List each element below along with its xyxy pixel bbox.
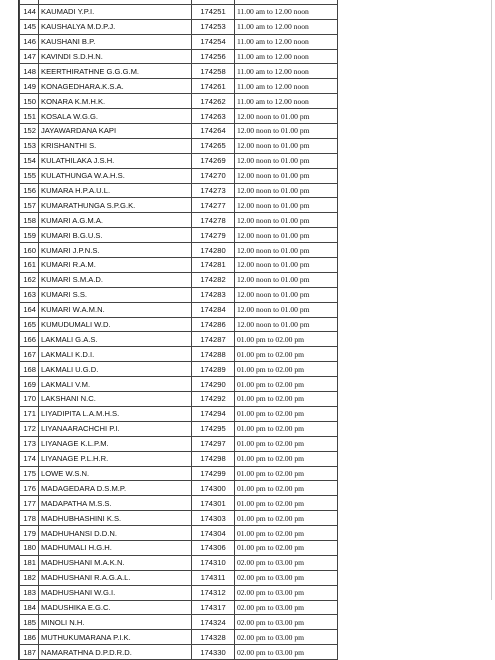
row-number: 162	[20, 272, 39, 287]
student-name: NAMARATHNA D.P.D.R.D.	[39, 645, 192, 660]
table-row	[20, 332, 338, 347]
time-slot: 12.00 noon to 01.00 pm	[235, 138, 338, 153]
time-slot: 02.00 pm to 03.00 pm	[235, 585, 338, 600]
time-slot: 12.00 noon to 01.00 pm	[235, 317, 338, 332]
table-row	[20, 436, 338, 451]
time-slot: 12.00 noon to 01.00 pm	[235, 243, 338, 258]
table-row	[20, 526, 338, 541]
index-number: 174283	[192, 287, 235, 302]
time-slot: 11.00 am to 12.00 noon	[235, 19, 338, 34]
row-number: 156	[20, 183, 39, 198]
time-slot: 12.00 noon to 01.00 pm	[235, 109, 338, 124]
table-row	[20, 94, 338, 109]
table-row	[20, 302, 338, 317]
student-name: KONARA K.M.H.K.	[39, 94, 192, 109]
time-slot: 12.00 noon to 01.00 pm	[235, 287, 338, 302]
index-number: 174317	[192, 600, 235, 615]
index-number: 174282	[192, 272, 235, 287]
index-number: 174306	[192, 540, 235, 555]
index-number: 174304	[192, 526, 235, 541]
time-slot: 01.00 pm to 02.00 pm	[235, 377, 338, 392]
time-slot: 12.00 noon to 01.00 pm	[235, 302, 338, 317]
index-number: 174328	[192, 630, 235, 645]
student-name: LIYADIPITA L.A.M.H.S.	[39, 406, 192, 421]
table-row	[20, 228, 338, 243]
row-number: 176	[20, 481, 39, 496]
row-number: 149	[20, 79, 39, 94]
index-number: 174273	[192, 183, 235, 198]
student-name: KUMARI A.G.M.A.	[39, 213, 192, 228]
row-number: 148	[20, 64, 39, 79]
time-slot: 02.00 pm to 03.00 pm	[235, 555, 338, 570]
table-row	[20, 34, 338, 49]
index-number: 174281	[192, 258, 235, 273]
table-row	[20, 511, 338, 526]
time-slot: 12.00 noon to 01.00 pm	[235, 124, 338, 139]
table-row	[20, 64, 338, 79]
table-row	[20, 540, 338, 555]
time-slot: 12.00 noon to 01.00 pm	[235, 198, 338, 213]
table-row	[20, 466, 338, 481]
table-row	[20, 317, 338, 332]
index-number: 174299	[192, 466, 235, 481]
table-row	[20, 213, 338, 228]
index-number: 174300	[192, 481, 235, 496]
index-number: 174290	[192, 377, 235, 392]
time-slot: 01.00 pm to 02.00 pm	[235, 332, 338, 347]
index-number: 174258	[192, 64, 235, 79]
row-number: 167	[20, 347, 39, 362]
time-slot: 01.00 pm to 02.00 pm	[235, 436, 338, 451]
index-number: 174279	[192, 228, 235, 243]
row-number: 161	[20, 258, 39, 273]
student-name: MADHUBHASHINI K.S.	[39, 511, 192, 526]
student-name: KOSALA W.G.G.	[39, 109, 192, 124]
index-number: 174254	[192, 34, 235, 49]
student-name: LAKMALI V.M.	[39, 377, 192, 392]
student-name: KUMARA H.P.A.U.L.	[39, 183, 192, 198]
row-number: 174	[20, 451, 39, 466]
time-slot: 01.00 pm to 02.00 pm	[235, 451, 338, 466]
index-number: 174287	[192, 332, 235, 347]
row-number: 159	[20, 228, 39, 243]
index-number: 174297	[192, 436, 235, 451]
student-name: MINOLI N.H.	[39, 615, 192, 630]
student-name: MADHUSHANI R.A.G.A.L.	[39, 570, 192, 585]
table-row	[20, 600, 338, 615]
index-number: 174253	[192, 19, 235, 34]
row-number: 150	[20, 94, 39, 109]
row-number: 184	[20, 600, 39, 615]
student-name: KULATHUNGA W.A.H.S.	[39, 168, 192, 183]
table-row	[20, 377, 338, 392]
index-number: 174310	[192, 555, 235, 570]
index-number: 174294	[192, 406, 235, 421]
student-name: KUMARI B.G.U.S.	[39, 228, 192, 243]
index-number: 174289	[192, 362, 235, 377]
index-number: 174278	[192, 213, 235, 228]
student-name: LAKMALI G.A.S.	[39, 332, 192, 347]
student-name: MADUSHIKA E.G.C.	[39, 600, 192, 615]
row-number: 179	[20, 526, 39, 541]
row-number: 172	[20, 421, 39, 436]
time-slot: 01.00 pm to 02.00 pm	[235, 481, 338, 496]
row-number: 144	[20, 4, 39, 19]
index-number: 174292	[192, 392, 235, 407]
table-row	[20, 49, 338, 64]
table-row	[20, 481, 338, 496]
index-number: 174251	[192, 4, 235, 19]
student-name: KUMARI W.A.M.N.	[39, 302, 192, 317]
index-number: 174263	[192, 109, 235, 124]
table-row	[20, 153, 338, 168]
time-slot: 12.00 noon to 01.00 pm	[235, 213, 338, 228]
row-number: 155	[20, 168, 39, 183]
student-name: KULATHILAKA J.S.H.	[39, 153, 192, 168]
time-slot: 12.00 noon to 01.00 pm	[235, 153, 338, 168]
table-row	[20, 138, 338, 153]
index-number: 174295	[192, 421, 235, 436]
student-name: KUMARI J.P.N.S.	[39, 243, 192, 258]
student-name: MADHUHANSI D.D.N.	[39, 526, 192, 541]
table-row	[20, 645, 338, 660]
table-row	[20, 630, 338, 645]
row-number: 178	[20, 511, 39, 526]
row-number: 170	[20, 392, 39, 407]
time-slot: 01.00 pm to 02.00 pm	[235, 540, 338, 555]
table-row	[20, 124, 338, 139]
student-name: LOWE W.S.N.	[39, 466, 192, 481]
student-name: MADHUSHANI M.A.K.N.	[39, 555, 192, 570]
index-number: 174265	[192, 138, 235, 153]
time-slot: 01.00 pm to 02.00 pm	[235, 347, 338, 362]
index-number: 174284	[192, 302, 235, 317]
index-number: 174312	[192, 585, 235, 600]
table-row	[20, 585, 338, 600]
index-number: 174298	[192, 451, 235, 466]
row-number: 173	[20, 436, 39, 451]
table-row	[20, 362, 338, 377]
row-number: 147	[20, 49, 39, 64]
row-number: 145	[20, 19, 39, 34]
time-slot: 02.00 pm to 03.00 pm	[235, 630, 338, 645]
index-number: 174262	[192, 94, 235, 109]
row-number: 175	[20, 466, 39, 481]
index-number: 174311	[192, 570, 235, 585]
time-slot: 12.00 noon to 01.00 pm	[235, 183, 338, 198]
row-number: 157	[20, 198, 39, 213]
student-name: JAYAWARDANA KAPI	[39, 124, 192, 139]
student-name: MADHUMALI H.G.H.	[39, 540, 192, 555]
row-number: 154	[20, 153, 39, 168]
row-number: 163	[20, 287, 39, 302]
student-name: LAKSHANI N.C.	[39, 392, 192, 407]
row-number: 151	[20, 109, 39, 124]
table-row	[20, 555, 338, 570]
index-number: 174301	[192, 496, 235, 511]
student-name: KONAGEDHARA.K.S.A.	[39, 79, 192, 94]
table-body	[20, 0, 338, 660]
time-slot: 11.00 am to 12.00 noon	[235, 34, 338, 49]
row-number: 181	[20, 555, 39, 570]
index-number: 174256	[192, 49, 235, 64]
student-name: KAUSHANI B.P.	[39, 34, 192, 49]
index-number: 174303	[192, 511, 235, 526]
row-number: 166	[20, 332, 39, 347]
time-slot: 02.00 pm to 03.00 pm	[235, 600, 338, 615]
row-number: 160	[20, 243, 39, 258]
student-name: KUMARATHUNGA S.P.G.K.	[39, 198, 192, 213]
time-slot: 12.00 noon to 01.00 pm	[235, 168, 338, 183]
index-number: 174324	[192, 615, 235, 630]
table-row	[20, 287, 338, 302]
time-slot: 01.00 pm to 02.00 pm	[235, 392, 338, 407]
row-number: 153	[20, 138, 39, 153]
row-number: 187	[20, 645, 39, 660]
time-slot: 11.00 am to 12.00 noon	[235, 49, 338, 64]
student-name: KAVINDI S.D.H.N.	[39, 49, 192, 64]
time-slot: 11.00 am to 12.00 noon	[235, 94, 338, 109]
table-row	[20, 109, 338, 124]
row-number: 146	[20, 34, 39, 49]
student-name: KRISHANTHI S.	[39, 138, 192, 153]
table-row	[20, 496, 338, 511]
index-number: 174269	[192, 153, 235, 168]
table-row	[20, 272, 338, 287]
table-row	[20, 79, 338, 94]
table-row	[20, 168, 338, 183]
student-name: LIYANAGE P.L.H.R.	[39, 451, 192, 466]
time-slot: 01.00 pm to 02.00 pm	[235, 406, 338, 421]
student-name: LIYANAARACHCHI P.I.	[39, 421, 192, 436]
time-slot: 11.00 am to 12.00 noon	[235, 79, 338, 94]
time-slot: 01.00 pm to 02.00 pm	[235, 526, 338, 541]
student-schedule-table	[19, 0, 338, 660]
student-name: LAKMALI K.D.I.	[39, 347, 192, 362]
row-number: 165	[20, 317, 39, 332]
table-row	[20, 421, 338, 436]
row-number: 183	[20, 585, 39, 600]
table-row	[20, 347, 338, 362]
schedule-sheet	[18, 0, 322, 660]
page-edge	[491, 0, 492, 600]
time-slot: 01.00 pm to 02.00 pm	[235, 421, 338, 436]
student-name: KAUSHALYA M.D.P.J.	[39, 19, 192, 34]
student-name: KUMARI S.S.	[39, 287, 192, 302]
index-number: 174288	[192, 347, 235, 362]
student-name: MADAGEDARA D.S.M.P.	[39, 481, 192, 496]
table-row	[20, 183, 338, 198]
table-row	[20, 4, 338, 19]
row-number: 169	[20, 377, 39, 392]
time-slot: 02.00 pm to 03.00 pm	[235, 615, 338, 630]
table-row	[20, 198, 338, 213]
student-name: KUMARI S.M.A.D.	[39, 272, 192, 287]
table-row	[20, 570, 338, 585]
row-number: 171	[20, 406, 39, 421]
row-number: 177	[20, 496, 39, 511]
row-number: 185	[20, 615, 39, 630]
row-number: 158	[20, 213, 39, 228]
table-row	[20, 451, 338, 466]
table-row	[20, 406, 338, 421]
table-row	[20, 19, 338, 34]
row-number: 186	[20, 630, 39, 645]
index-number: 174277	[192, 198, 235, 213]
table-row	[20, 392, 338, 407]
time-slot: 11.00 am to 12.00 noon	[235, 64, 338, 79]
student-name: MADAPATHA M.S.S.	[39, 496, 192, 511]
index-number: 174270	[192, 168, 235, 183]
time-slot: 02.00 pm to 03.00 pm	[235, 645, 338, 660]
student-name: MUTHUKUMARANA P.I.K.	[39, 630, 192, 645]
time-slot: 02.00 pm to 03.00 pm	[235, 570, 338, 585]
row-number: 164	[20, 302, 39, 317]
time-slot: 12.00 noon to 01.00 pm	[235, 228, 338, 243]
student-name: KAUMADI Y.P.I.	[39, 4, 192, 19]
time-slot: 12.00 noon to 01.00 pm	[235, 272, 338, 287]
student-name: MADHUSHANI W.G.I.	[39, 585, 192, 600]
time-slot: 11.00 am to 12.00 noon	[235, 4, 338, 19]
student-name: LIYANAGE K.L.P.M.	[39, 436, 192, 451]
time-slot: 01.00 pm to 02.00 pm	[235, 362, 338, 377]
time-slot: 01.00 pm to 02.00 pm	[235, 466, 338, 481]
table-row	[20, 258, 338, 273]
index-number: 174286	[192, 317, 235, 332]
row-number: 182	[20, 570, 39, 585]
index-number: 174261	[192, 79, 235, 94]
index-number: 174264	[192, 124, 235, 139]
time-slot: 01.00 pm to 02.00 pm	[235, 511, 338, 526]
row-number: 152	[20, 124, 39, 139]
index-number: 174330	[192, 645, 235, 660]
table-row	[20, 615, 338, 630]
student-name: KEERTHIRATHNE G.G.G.M.	[39, 64, 192, 79]
time-slot: 01.00 pm to 02.00 pm	[235, 496, 338, 511]
index-number: 174280	[192, 243, 235, 258]
student-name: KUMUDUMALI W.D.	[39, 317, 192, 332]
student-name: LAKMALI U.G.D.	[39, 362, 192, 377]
row-number: 180	[20, 540, 39, 555]
time-slot: 12.00 noon to 01.00 pm	[235, 258, 338, 273]
student-name: KUMARI R.A.M.	[39, 258, 192, 273]
table-row	[20, 243, 338, 258]
row-number: 168	[20, 362, 39, 377]
